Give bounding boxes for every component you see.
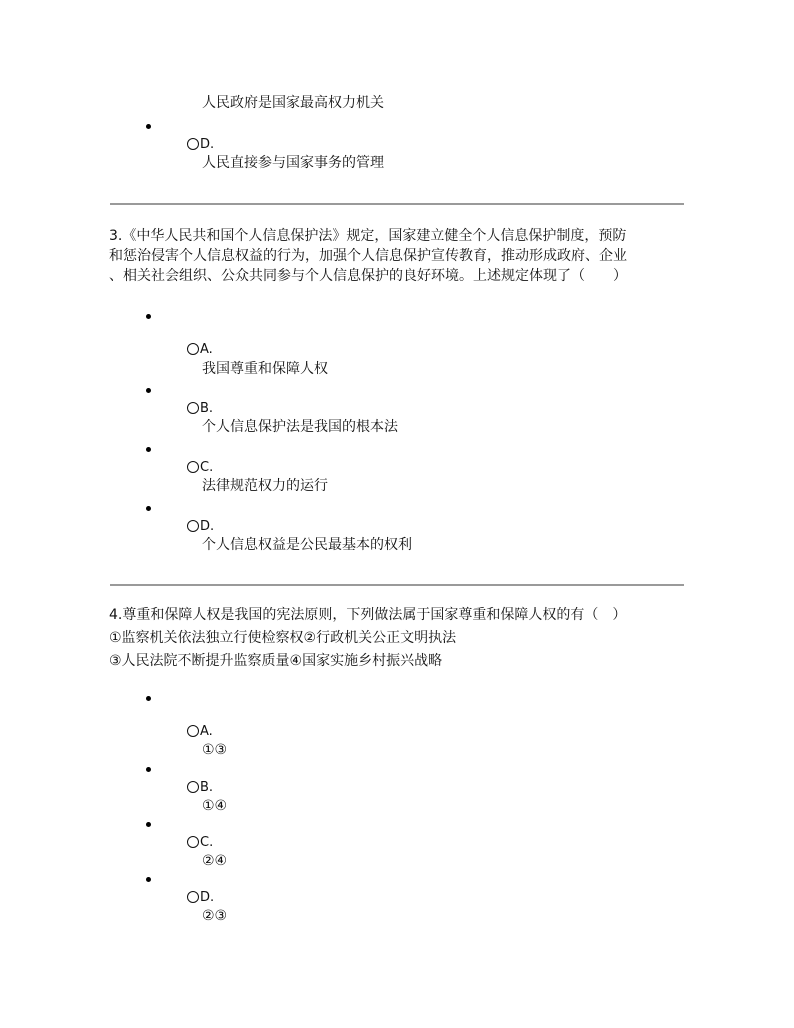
list-bullet	[146, 314, 151, 319]
list-bullet	[146, 447, 151, 452]
q4-option-b-text: ①④	[202, 798, 228, 814]
q4-stem-line-2: ①监察机关依法独立行使检察权②行政机关公正文明执法	[109, 630, 457, 646]
q4-option-c-text: ②④	[202, 853, 228, 869]
q4-option-a-text: ①③	[202, 742, 228, 758]
q4-stem-line-3: ③人民法院不断提升监察质量④国家实施乡村振兴战略	[109, 653, 443, 669]
q3-option-d-text: 个人信息权益是公民最基本的权利	[202, 537, 412, 553]
radio-icon[interactable]	[187, 461, 199, 473]
q3-stem-line-1: 3.《中华人民共和国个人信息保护法》规定，国家建立健全个人信息保护制度，预防	[109, 228, 627, 244]
q2-option-c-text: 人民政府是国家最高权力机关	[202, 95, 384, 111]
list-bullet	[146, 696, 151, 701]
question-divider	[110, 203, 684, 205]
list-bullet	[146, 124, 151, 129]
q3-option-b-label[interactable]: B.	[187, 401, 213, 417]
q3-option-b-text: 个人信息保护法是我国的根本法	[202, 419, 398, 435]
list-bullet	[146, 506, 151, 511]
radio-icon[interactable]	[187, 138, 199, 150]
q3-option-a-label[interactable]: A.	[187, 342, 213, 358]
radio-icon[interactable]	[187, 402, 199, 414]
list-bullet	[146, 822, 151, 827]
q4-option-a-label[interactable]: A.	[187, 724, 213, 740]
q4-option-b-label[interactable]: B.	[187, 780, 213, 796]
radio-icon[interactable]	[187, 891, 199, 903]
q3-option-c-text: 法律规范权力的运行	[202, 478, 328, 494]
q4-option-d-text: ②③	[202, 908, 228, 924]
radio-icon[interactable]	[187, 725, 199, 737]
list-bullet	[146, 877, 151, 882]
radio-icon[interactable]	[187, 836, 199, 848]
q4-option-d-label[interactable]: D.	[187, 890, 214, 906]
q4-stem-line-1: 4.尊重和保障人权是我国的宪法原则，下列做法属于国家尊重和保障人权的有（ ）	[109, 607, 627, 623]
q3-option-a-text: 我国尊重和保障人权	[202, 361, 328, 377]
q4-option-c-label[interactable]: C.	[187, 835, 213, 851]
q3-option-c-label[interactable]: C.	[187, 460, 213, 476]
q3-option-d-label[interactable]: D.	[187, 519, 214, 535]
list-bullet	[146, 388, 151, 393]
q3-stem-line-2: 和惩治侵害个人信息权益的行为，加强个人信息保护宣传教育，推动形成政府、企业	[109, 248, 627, 264]
radio-icon[interactable]	[187, 343, 199, 355]
question-divider	[110, 584, 684, 586]
q3-stem-line-3: 、相关社会组织、公众共同参与个人信息保护的良好环境。上述规定体现了（ ）	[109, 268, 627, 284]
radio-icon[interactable]	[187, 520, 199, 532]
q2-option-d-label[interactable]: D.	[187, 137, 214, 153]
list-bullet	[146, 767, 151, 772]
q2-option-d-text: 人民直接参与国家事务的管理	[202, 155, 384, 171]
radio-icon[interactable]	[187, 781, 199, 793]
